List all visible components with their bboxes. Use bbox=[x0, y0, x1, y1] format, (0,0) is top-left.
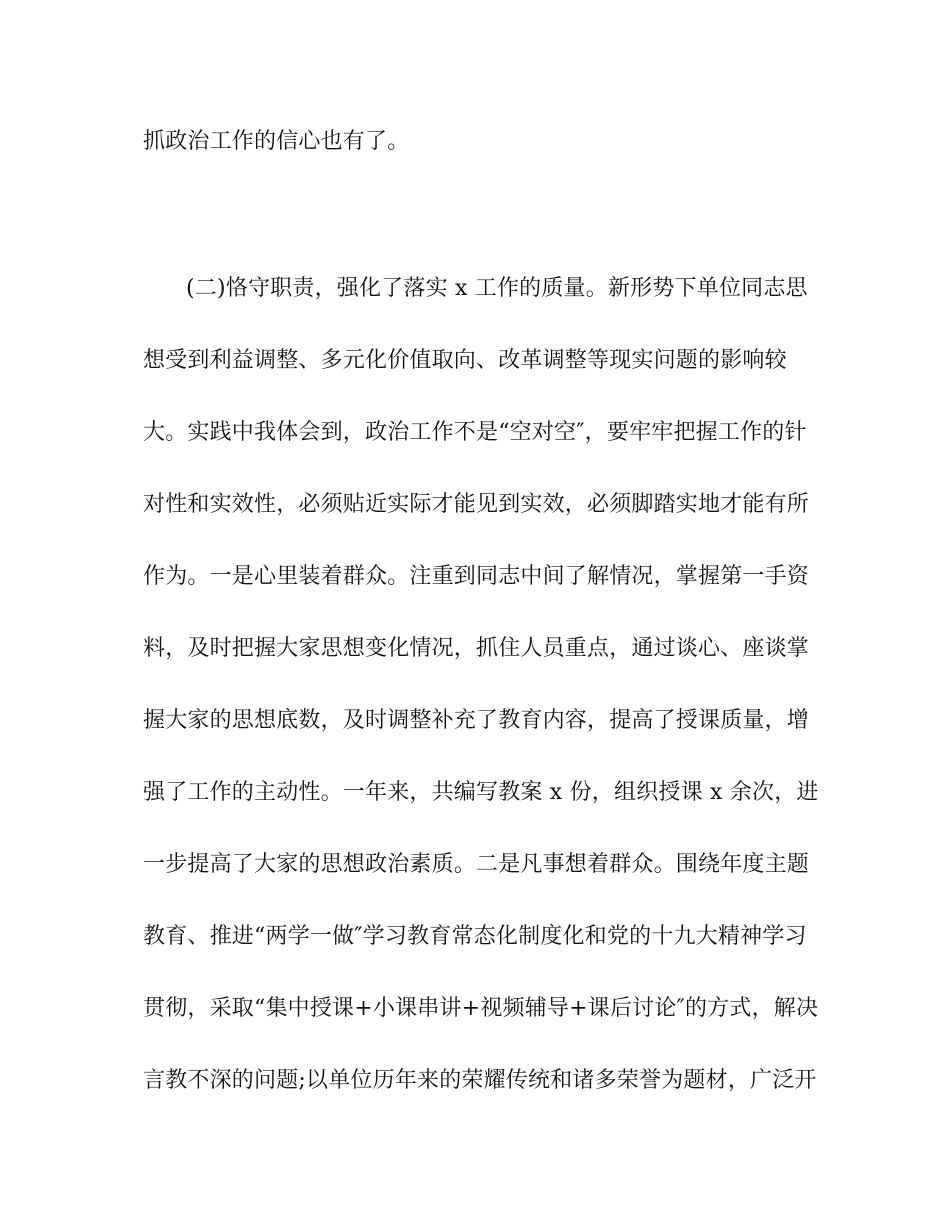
paragraph-line-5: 对性和实效性，必须贴近实际才能见到实效，必须脚踏实地才能有所 bbox=[143, 492, 810, 517]
paragraph-line-3: 想受到利益调整、多元化价值取向、改革调整等现实问题的影响较 bbox=[143, 348, 787, 373]
paragraph-line-13: 言教不深的问题;以单位历年来的荣耀传统和诸多荣誉为题材，广泛开 bbox=[143, 1068, 817, 1093]
paragraph-line-11: 教育、推进“两学一做″学习教育常态化制度化和党的十九大精神学习 bbox=[143, 924, 807, 949]
paragraph-line-10: 一步提高了大家的思想政治素质。二是凡事想着群众。围绕年度主题 bbox=[143, 852, 810, 877]
paragraph-line-1: 抓政治工作的信心也有了。 bbox=[143, 129, 410, 154]
paragraph-line-8: 握大家的思想底数，及时调整补充了教育内容，提高了授课质量，增 bbox=[143, 708, 810, 733]
paragraph-line-6: 作为。一是心里装着群众。注重到同志中间了解情况，掌握第一手资 bbox=[143, 564, 810, 589]
paragraph-line-9: 强了工作的主动性。一年来，共编写教案 x 份，组织授课 x 余次，进 bbox=[143, 780, 819, 805]
paragraph-line-2: (二)恪守职责，强化了落实 x 工作的质量。新形势下单位同志思 bbox=[186, 276, 808, 301]
paragraph-line-7: 料，及时把握大家思想变化情况，抓住人员重点，通过谈心、座谈掌 bbox=[143, 636, 810, 661]
paragraph-line-12: 贯彻，采取“集中授课+小课串讲+视频辅导+课后讨论″的方式，解决 bbox=[143, 996, 819, 1021]
paragraph-line-4: 大。实践中我体会到，政治工作不是“空对空″，要牢牢把握工作的针 bbox=[143, 420, 807, 445]
